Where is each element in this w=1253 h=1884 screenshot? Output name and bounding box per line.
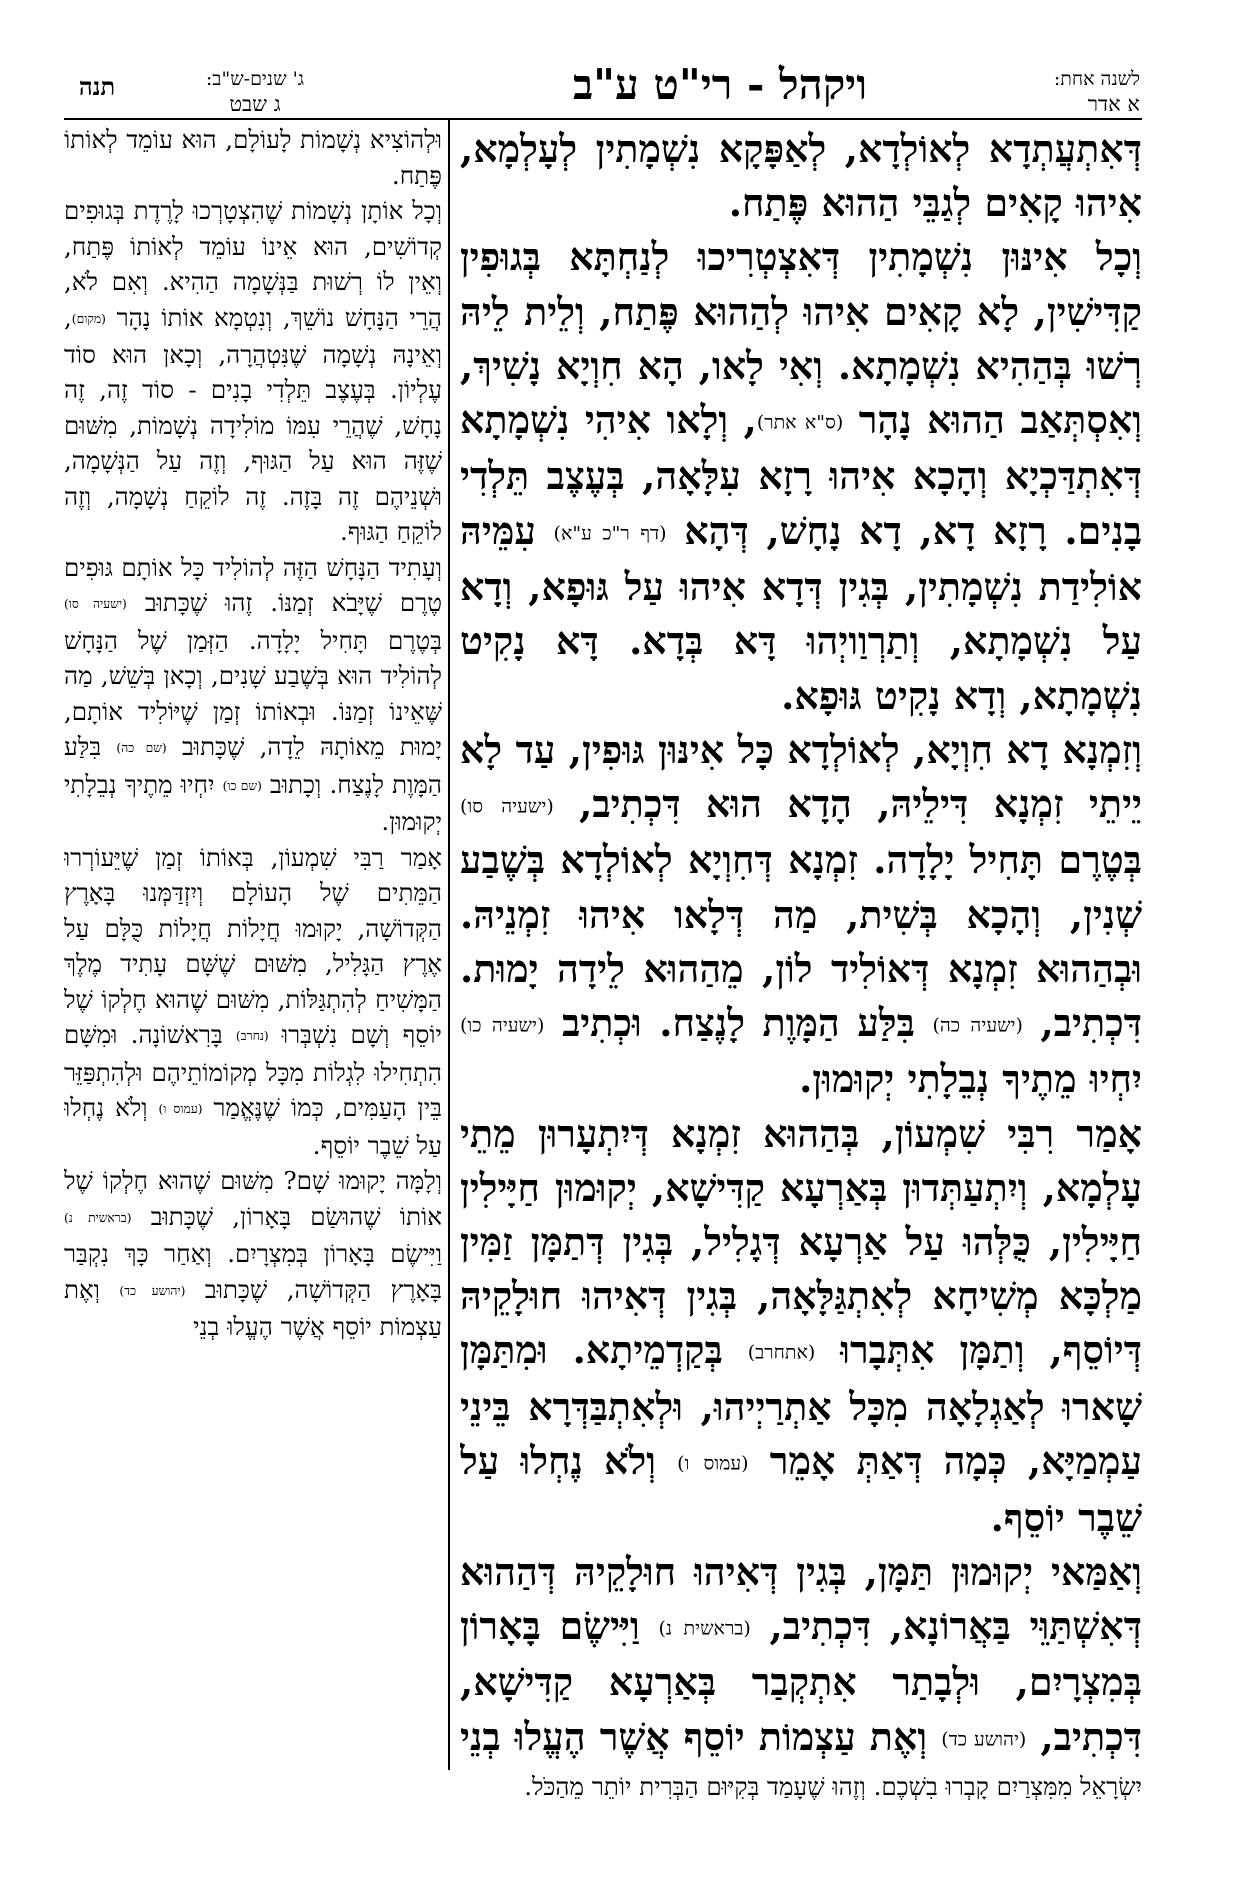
source-reference: (ס"א אתר) xyxy=(756,411,844,434)
main-paragraph: אָמַר רִבִּי שִׁמְעוֹן, בְּהַהוּא זִמְנָא דְּיִתְעָרוּן מֵתֵי עָלְמָא, וְיִתְעַתְּדוּן בְּאַרְעָא קַדִּישָׁא, יְקוּמוּן חַיָּילִין חַיָּילִין, כֻּלְּהוּ עַל אַרְעָא דְּגָלִיל, בְּגִין דְּתַמָּן זַמִּין מַלְכָּא מְשִׁיחָא לְאִתְגַּלָּאָה, בְּגִין דְּאִיהוּ חוּלָקֵיהּ דְּיוֹסֵף, וְתַמָּן אִתְּבָרוּ (אתחרב) בְּקַדְמֵיתָא. וּמִתַּמָּן שָׁארוּ לְאַגְלָאָה מִכָּל אַתְרַיְיהוּ, וּלְאִתְבַּדְּרָא בֵּינֵי עַמְמַיָּא, כְּמָה דְּאַתְּ אָמֵר (עמוס ו) וְלֹא נֶחְלוּ עַל שֵׁבֶר יוֹסֵף. xyxy=(460,1110,1142,1540)
source-reference: (עמוס ו) xyxy=(158,1102,203,1117)
edition-one-year-label: לשנה אחת: xyxy=(1053,68,1140,90)
translation-paragraph: אָמַר רַבִּי שִׁמְעוֹן, בְּאוֹתוֹ זְמַן שֶׁיֵּעוֹרְרוּ הַמֵּתִים שֶׁל הָעוֹלָם וְיִזְדַּמְּנוּ בָּאָרֶץ הַקְּדוֹשָׁה, יָקוּמוּ חֲיָלוֹת חֲיָלוֹת כֻּלָּם עַל אֶרֶץ הַגָּלִיל, מִשּׁוּם שֶׁשָּׁם עָתִיד מֶלֶךְ הַמָּשִׁיחַ לְהִתְגַּלּוֹת, מִשּׁוּם שֶׁהוּא חֶלְקוֹ שֶׁל יוֹסֵף וְשָׁם נִשְׁבְּרוּ (נחרב) בָּרִאשׁוֹנָה. וּמִשָּׁם הִתְחִילוּ לִגְלוֹת מִכָּל מְקוֹמוֹתֵיהֶם וּלְהִתְפַּזֵּר בֵּין הָעַמִּים, כְּמוֹ שֶׁנֶּאֱמַר (עמוס ו) וְלֹא נֶחְלוּ עַל שֵׁבֶר יוֹסֵף. xyxy=(64,842,442,1160)
source-reference: (דף ר"כ ע"א) xyxy=(553,521,667,544)
source-reference: (בראשית נ) xyxy=(658,1617,751,1640)
edition-one-year-date: א אדר xyxy=(1087,92,1140,116)
source-reference: (ישעיה סו) xyxy=(64,597,127,612)
source-reference: (נחרב) xyxy=(235,1029,269,1044)
main-paragraph: דְּאִתְעֲתְדָא לְאוֹלְדָא, לְאַפָּקָא נִשְׁמָתִין לְעָלְמָא, אִיהוּ קָאִים לְגַבֵּי הַהוּא פֶּתַח. xyxy=(460,126,1142,226)
edition-three-years-label: ג' שנים-ש"ב: xyxy=(205,68,305,90)
source-reference: (עמוס ו) xyxy=(677,1452,749,1475)
translation-paragraph: וְעָתִיד הַנָּחָשׁ הַזֶּה לְהוֹלִיד כָּל אוֹתָם גּוּפִים טֶרֶם שֶׁיָּבֹא זְמַנּוֹ. זֶהוּ שֶׁכָּתוּב (ישעיה סו) בְּטֶרֶם תָּחִיל יָלָדָה. הַזְּמַן שֶׁל הַנָּחָשׁ לְהוֹלִיד הוּא בְּשֶׁבַע שָׁנִים, וְכָאן בְּשֵׁשׁ, מַה שֶּׁאֵינוֹ זְמַנּוֹ. וּבְאוֹתוֹ זְמַן שֶׁיּוֹלִיד אוֹתָם, יָמוּת מֵאוֹתָהּ לֵדָה, שֶׁכָּתוּב (שם כה) בִּלַּע הַמָּוֶת לָנֶצַח. וְכָתוּב (שם כו) יִחְיוּ מֵתֶיךָ נְבֵלָתִי יְקוּמוּן. xyxy=(64,552,442,837)
page-title: ויקהל - רי"ט ע"ב xyxy=(572,60,868,109)
page-number: תנה xyxy=(78,72,116,101)
main-paragraph: וְכָל אִינּוּן נִשְׁמָתִין דְּאִצְטְרִיכוּ לְנַחְתָּא בְּגוּפִין קַדִּישִׁין, לָא קָאִים אִיהוּ לְהַהוּא פֶּתַח, וְלֵית לֵיהּ רְשׁוּ בְּהַהִיא נִשְׁמָתָא. וְאִי לָאו, הָא חִוְיָא נָשִׁיךְ, וְאִסְתְּאַב הַהוּא נָהָר (ס"א אתר), וְלָאו אִיהִי נִשְׁמָתָא דְּאִתְדַּכְיָא וְהָכָא אִיהוּ רָזָא עִלָּאָה, בְּעֶצֶב תֵּלְדִי בָנִים. רָזָא דָא, דָא נָחָשׁ, דְּהָא (דף ר"כ ע"א) עִמֵּיהּ אוֹלִידַת נִשְׁמָתִין, בְּגִין דְּדָא אִיהוּ עַל גּוּפָא, וְדָא עַל נִשְׁמָתָא, וְתַרְוַויְהוּ דָּא בְּדָא. דָּא נָקִיט נִשְׁמָתָא, וְדָא נָקִיט גּוּפָא. xyxy=(460,234,1142,718)
source-reference: (בראשית נ) xyxy=(64,1210,132,1225)
footer-continuation-line: יִשְׂרָאֵל מִמִּצְרַיִם קָבְרוּ בִשְׁכֶם. וְזֶהוּ שֶׁעָמַד בְּקִיּוּם הַבְּרִית יוֹתֵר מֵהַכֹּל. xyxy=(524,1772,1142,1801)
main-paragraph: וְזִמְנָא דָא חִוְיָא, לְאוֹלְדָא כָּל אִינּוּן גּוּפִין, עַד לָא יֵיתֵי זִמְנָא דִּילֵיהּ, הָדָא הוּא דִּכְתִיב, (ישעיה סו) בְּטֶרֶם תָּחִיל יָלָדָה. זִמְנָא דְּחִוְיָא לְאוֹלְדָא בְּשֶׁבַע שְׁנִין, וְהָכָא בְּשִׁית, מַה דְּלָאו אִיהוּ זִמְנֵיהּ. וּבְהַהוּא זִמְנָא דְּאוֹלִיד לוֹן, מֵהַהוּא לֵידָה יָמוּת. דִּכְתִיב, (ישעיה כה) בִּלַּע הַמָּוֶת לָנֶצַח. וּכְתִיב (ישעיה כו) יִחְיוּ מֵתֶיךָ נְבֵלָתִי יְקוּמוּן. xyxy=(460,726,1142,1102)
source-reference: (אתחרב) xyxy=(747,1341,816,1364)
source-reference: (יהושע כד) xyxy=(941,1727,1027,1750)
source-reference: (ישעיה כו) xyxy=(460,1014,545,1037)
source-reference: (מקום) xyxy=(71,311,106,326)
header-divider xyxy=(64,118,1142,120)
source-reference: (ישעיה כה) xyxy=(932,1014,1023,1037)
source-reference: (שם כו) xyxy=(222,778,262,793)
translation-paragraph: וּלְהוֹצִיא נְשָׁמוֹת לָעוֹלָם, הוּא עוֹמֵד לְאוֹתוֹ פֶּתַח. xyxy=(64,125,442,190)
main-text-column xyxy=(460,122,1142,1762)
translation-paragraph: וְלָמָּה יָקוּמוּ שָׁם? מִשּׁוּם שֶׁהוּא חֶלְקוֹ שֶׁל אוֹתוֹ שֶׁהוּשַׂם בָּאָרוֹן, שֶׁכָּתוּב (בראשית נ) וַיִּישֶׂם בָּאָרוֹן בְּמִצְרָיִם. וְאַחַר כָּךְ נִקְבַּר בָּאָרֶץ הַקְּדוֹשָׁה, שֶׁכָּתוּב (יהושע כד) וְאֶת עַצְמוֹת יוֹסֵף אֲשֶׁר הֶעֱלוּ בְנֵי xyxy=(64,1166,442,1341)
source-reference: (יהושע כד) xyxy=(119,1283,186,1298)
source-reference: (שם כה) xyxy=(116,741,167,756)
translation-column xyxy=(64,122,442,1767)
column-divider xyxy=(448,120,450,1770)
main-paragraph: וְאַמַּאי יְקוּמוּן תַּמָּן, בְּגִין דְּאִיהוּ חוּלָקֵיהּ דְּהַהוּא דְּאִשְׁתַּוֵּי בַּאֲרוֹנָא, דִּכְתִיב, (בראשית נ) וַיִּישֶׂם בָּאָרוֹן בְּמִצְרָיִם, וּלְבָתַר אִתְקְבַר בְּאַרְעָא קַדִּישָׁא, דִּכְתִיב, (יהושע כד) וְאֶת עַצְמוֹת יוֹסֵף אֲשֶׁר הֶעֱלוּ בְנֵי xyxy=(460,1548,1142,1759)
translation-paragraph: וְכָל אוֹתָן נְשָׁמוֹת שֶׁהִצְטָרְכוּ לָרֶדֶת בְּגוּפִים קְדוֹשִׁים, הוּא אֵינוֹ עוֹמֵד לְאוֹתוֹ פֶּתַח, וְאֵין לוֹ רְשׁוּת בַּנְּשָׁמָה הַהִיא. וְאִם לֹא, הֲרֵי הַנָּחָשׁ נוֹשֵׁךְ, וְנִטְמָא אוֹתוֹ נָהָר (מקום), וְאֵינָהּ נְשָׁמָה שֶׁנִּטְהֲרָה, וְכָאן הוּא סוֹד עֶלְיוֹן. בְּעֶצֶב תֵּלְדִי בָנִים - סוֹד זֶה, זֶה נָחָשׁ, שֶׁהֲרֵי עִמּוֹ מוֹלִידָה נְשָׁמוֹת, מִשּׁוּם שֶׁזֶּה הוּא עַל הַגּוּף, וְזֶה עַל הַנְּשָׁמָה, וּשְׁנֵיהֶם זֶה בָּזֶה. זֶה לוֹקֵחַ נְשָׁמָה, וְזֶה לוֹקֵחַ הַגּוּף. xyxy=(64,196,442,547)
source-reference: (ישעיה סו) xyxy=(460,795,554,818)
edition-three-years-date: ג שבט xyxy=(229,92,281,116)
